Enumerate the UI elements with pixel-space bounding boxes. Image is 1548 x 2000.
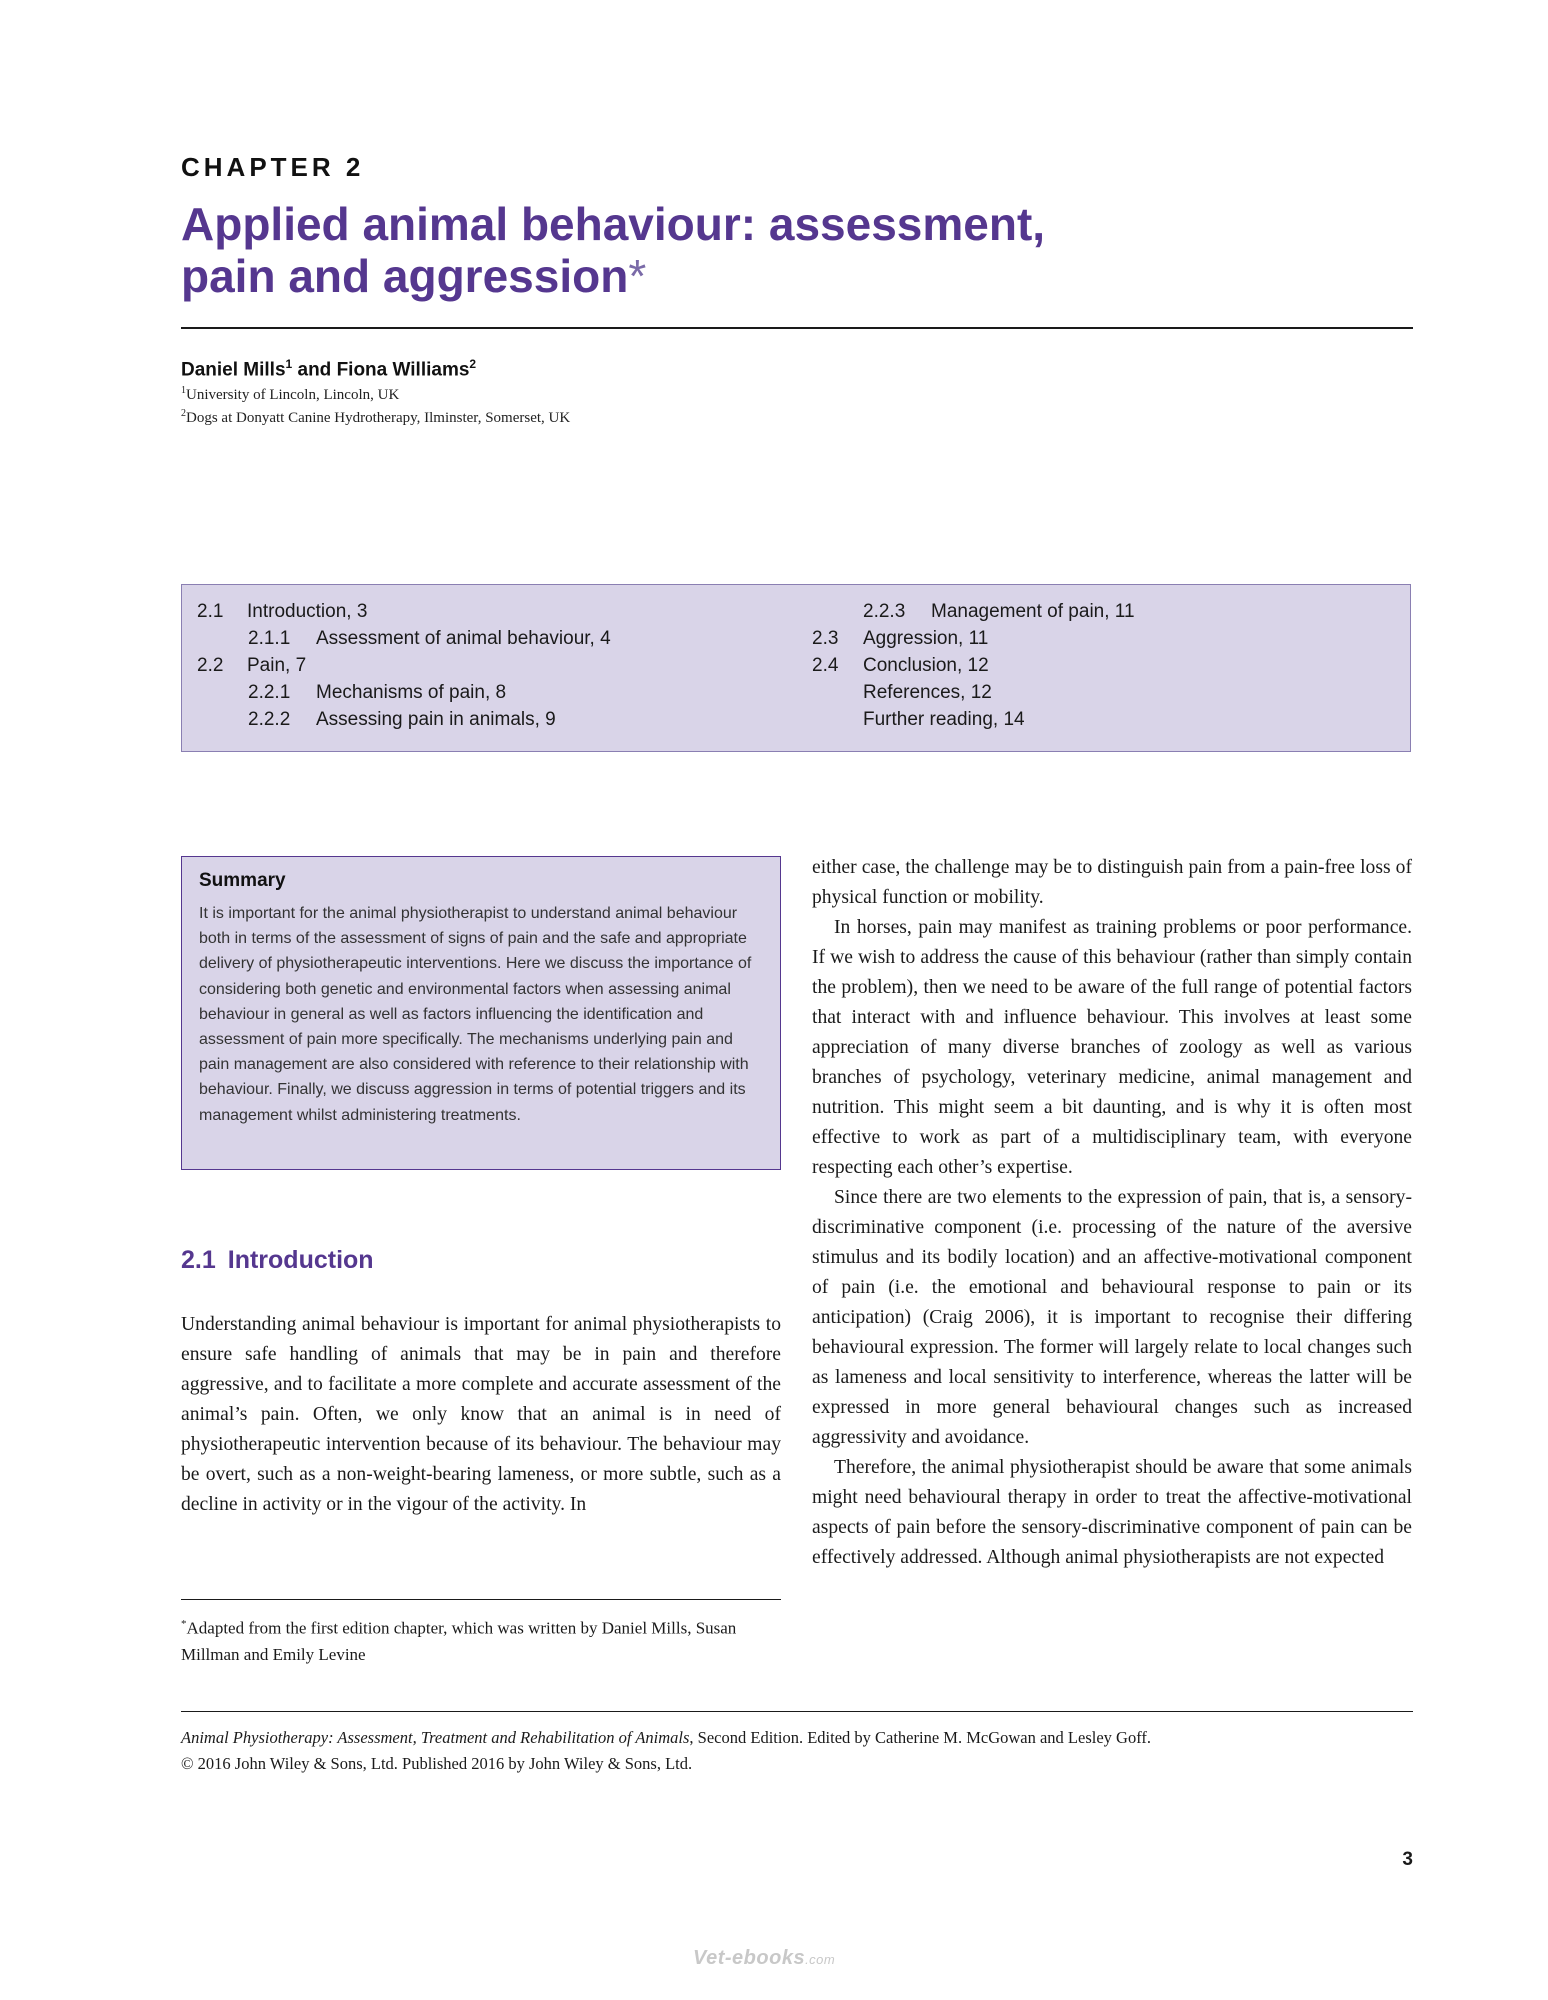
section-title: Introduction — [227, 1246, 374, 1274]
chapter-title-line-2-text: pain and aggression — [181, 250, 629, 302]
affiliation-text: University of Lincoln, Lincoln, UK — [186, 387, 400, 403]
chapter-contents-box — [181, 584, 1411, 752]
body-paragraph: Since there are two elements to the expression of pain, that is, a sensory-discriminative component (i.e. processing of the nature of the aversive stimulus and its bodily location) and an affective-motivational component of pain (i.e. the emotional and behavioural response to pain or its anticipation) (Craig 2006), it is important to recognise their differing behavioural expression. The former will largely relate to local changes such as lameness and local sensitivity to interference, whereas the latter will be expressed in more general behavioural changes such as increased aggressivity and avoidance. — [812, 1187, 1412, 1448]
author-name: Fiona Williams — [336, 359, 470, 381]
toc-number: 2.3 — [812, 628, 839, 649]
toc-title: Aggression, 11 — [863, 628, 989, 649]
chapter-title — [181, 198, 1411, 302]
toc-title: Assessing pain in animals, 9 — [316, 709, 556, 730]
footer-rule — [181, 1711, 1413, 1712]
author-affiliation-mark: 1 — [285, 357, 293, 371]
summary-text: It is important for the animal physiotherapist to understand animal behaviour both in terms of the assessment of signs of pain and the safe and appropriate delivery of physiotherapeutic interventions. Here we discuss the importance of considering both genetic and environmental factors when assessing animal behaviour in general as well as factors influencing the identification and assessment of pain more specifically. The mechanisms underlying pain and pain management are also considered with reference to their relationship with behaviour. Finally, we discuss aggression in terms of potential triggers and its management whilst administering treatments. — [199, 905, 752, 1124]
chapter-title-line-1: Applied animal behaviour: assessment, — [181, 198, 1046, 250]
body-paragraph: either case, the challenge may be to distinguish pain from a pain-free loss of physical function or mobility. — [812, 857, 1412, 908]
toc-title: Introduction, 3 — [247, 601, 368, 622]
affiliation-mark: 1 — [181, 385, 186, 396]
watermark-main: Vet-ebooks — [693, 1947, 806, 1969]
copyright-notice: © 2016 John Wiley & Sons, Ltd. Published 2016 by John Wiley & Sons, Ltd. — [181, 1754, 693, 1773]
footnote-text: Adapted from the first edition chapter, which was written by Daniel Mills, Susan Millman and Emily Levine — [181, 1618, 737, 1664]
toc-number: 2.2.3 — [863, 601, 906, 622]
book-edition-editors: , Second Edition. Edited by Catherine M. McGowan and Lesley Goff. — [689, 1728, 1152, 1747]
toc-title: Mechanisms of pain, 8 — [316, 682, 507, 703]
toc-number: 2.2 — [197, 655, 224, 676]
watermark-suffix: .com — [805, 1952, 836, 1967]
toc-title: Management of pain, 11 — [931, 601, 1135, 622]
author-joiner: and — [292, 359, 337, 381]
affiliation-text: Dogs at Donyatt Canine Hydrotherapy, Ilminster, Somerset, UK — [186, 410, 571, 426]
toc-number: 2.1.1 — [248, 628, 291, 649]
toc-number: 2.1 — [197, 601, 224, 622]
watermark-logo — [693, 1947, 835, 1970]
page-number: 3 — [1402, 1849, 1413, 1870]
toc-title: Assessment of animal behaviour, 4 — [316, 628, 611, 649]
footnote — [181, 1611, 781, 1668]
section-number: 2.1 — [181, 1246, 216, 1274]
footnote-rule — [181, 1599, 781, 1600]
body-paragraph: In horses, pain may manifest as training problems or poor performance. If we wish to address the cause of this behaviour (rather than simply contain the problem), then we need to be aware of the full range of potential factors that interact with and influence behaviour. This involves at least some appreciation of many diverse branches of zoology as well as various branches of psychology, veterinary medicine, animal management and nutrition. This might seem a bit daunting, and is why it is often most effective to work as part of a multidisciplinary team, with everyone respecting each other’s expertise. — [812, 917, 1412, 1178]
author-name: Daniel Mills — [181, 359, 286, 381]
toc-number: 2.2.1 — [248, 682, 291, 703]
book-title: Animal Physiotherapy: Assessment, Treatment and Rehabilitation of Animals — [181, 1728, 690, 1747]
toc-number: 2.2.2 — [248, 709, 291, 730]
author-line — [181, 357, 476, 381]
affiliation — [181, 408, 570, 427]
toc-title: Pain, 7 — [247, 655, 307, 676]
toc-number: 2.4 — [812, 655, 839, 676]
chapter-title-line-2 — [181, 250, 1411, 302]
title-rule — [181, 327, 1413, 329]
right-column-body — [812, 853, 1412, 1573]
affiliation — [181, 385, 399, 404]
section-heading — [181, 1246, 374, 1275]
toc-title: Conclusion, 12 — [863, 655, 989, 676]
book-citation — [181, 1728, 1151, 1748]
title-footnote-mark[interactable]: * — [628, 250, 647, 302]
left-column-body — [181, 1310, 781, 1520]
toc-title: Further reading, 14 — [863, 709, 1025, 730]
body-paragraph: Therefore, the animal physiotherapist should be aware that some animals might need behavioural therapy in order to treat the affective-motivational aspects of pain before the sensory-discriminative component of pain can be effectively addressed. Although animal physiotherapists are not expected — [812, 1457, 1412, 1568]
summary-heading: Summary — [199, 870, 286, 891]
summary-box — [181, 856, 781, 1170]
footnote-mark: * — [181, 1618, 187, 1630]
author-affiliation-mark: 2 — [469, 357, 477, 371]
chapter-label: CHAPTER 2 — [181, 152, 365, 182]
body-paragraph: Understanding animal behaviour is important for animal physiotherapists to ensure safe handling of animals that may be in pain and therefore aggressive, and to facilitate a more complete and accurate assessment of the animal’s pain. Often, we only know that an animal is in need of physiotherapeutic intervention because of its behaviour. The behaviour may be overt, such as a non-weight-bearing lameness, or more subtle, such as a decline in activity or in the vigour of the activity. In — [181, 1314, 781, 1515]
toc-title: References, 12 — [863, 682, 992, 703]
affiliation-mark: 2 — [181, 408, 186, 419]
